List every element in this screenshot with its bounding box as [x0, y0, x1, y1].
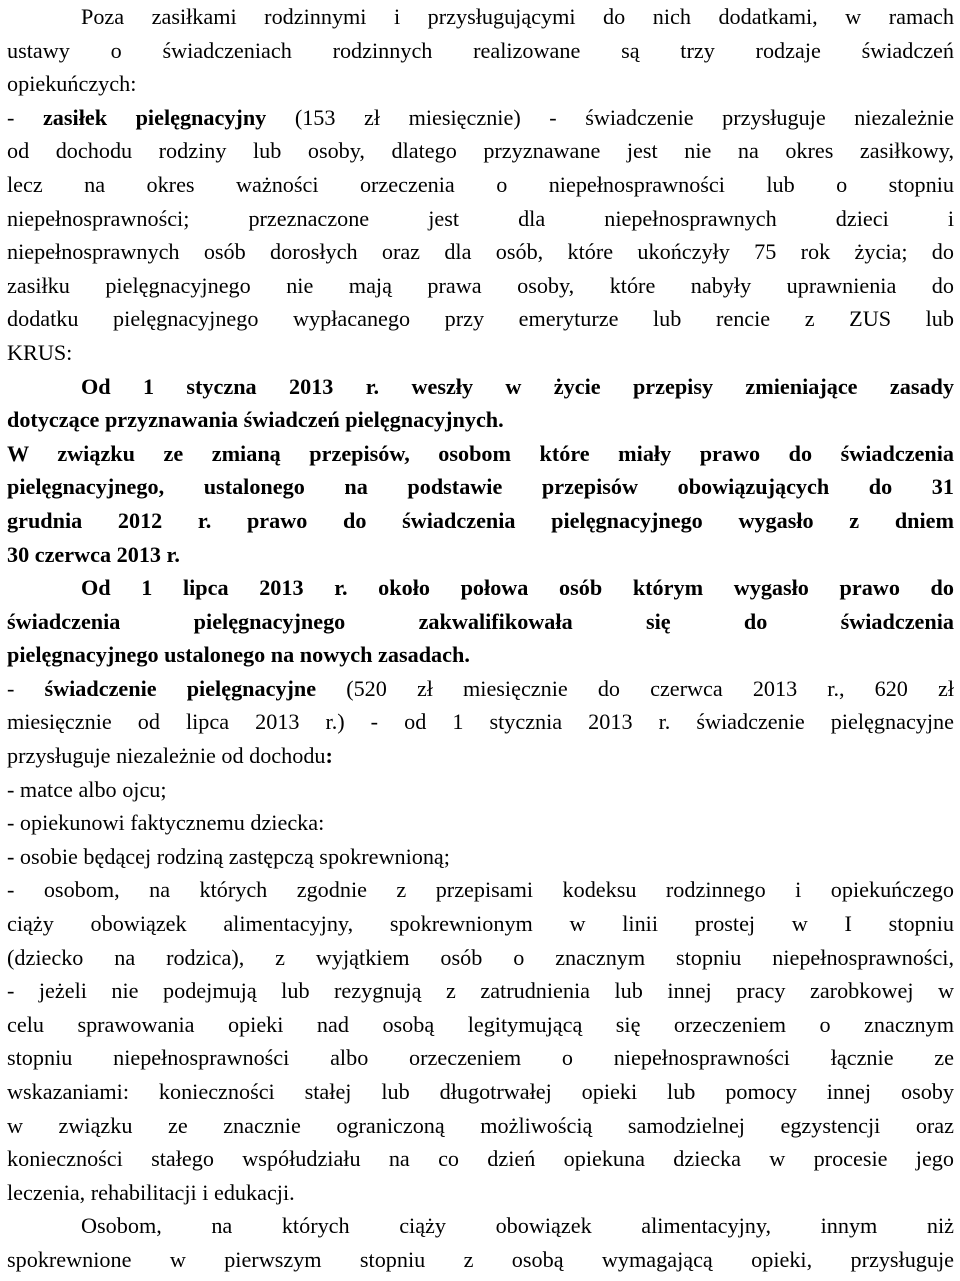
bold-note-2-line-3: grudnia 2012 r. prawo do świadczenia pielęgnacyjnego wygasło z dniem — [7, 507, 954, 533]
list-item-relatives-line-2: ciąży obowiązek alimentacyjny, spokrewnionym w linii prostej w I stopniu — [7, 911, 954, 937]
paragraph-intro-line-1: Poza zasiłkami rodzinnymi i przysługującymi do nich dodatkami, w ramach — [81, 4, 954, 29]
condition-line-2: celu sprawowania opieki nad osobą legitymującą się orzeczeniem o znacznym — [7, 1011, 954, 1037]
bold-note-1-line-2: dotyczące przyznawania świadczeń pielęgnacyjnych. — [7, 407, 504, 433]
condition-line-7: leczenia, rehabilitacji i edukacji. — [7, 1179, 295, 1205]
bold-note-2-line-1: W związku ze zmianą przepisów, osobom które miały prawo do świadczenia — [7, 440, 954, 466]
condition-line-6: konieczności stałego współudziału na co dzień opiekuna dziecka w procesie jego — [7, 1146, 954, 1172]
list-item-relatives-line-1: - osobom, na których zgodnie z przepisami kodeksu rodzinnego i opiekuńczego — [7, 877, 954, 903]
condition-line-4: wskazaniami: konieczności stałej lub długotrwałej opieki lub pomocy innej osoby — [7, 1079, 954, 1104]
allowance-item-line-7: dodatku pielęgnacyjnego wypłacanego przy emeryturze lub rencie z ZUS lub — [7, 306, 954, 332]
list-item-relatives-line-3: (dziecko na rodzica), z wyjątkiem osób o znacznym stopniu niepełnosprawności, — [7, 944, 954, 970]
list-item-mother-father: - matce albo ojcu; — [7, 776, 167, 802]
bold-note-3-line-1: Od 1 lipca 2013 r. około połowa osób którym wygasło prawo do — [81, 575, 954, 601]
condition-line-3: stopniu niepełnosprawności albo orzeczeniem o niepełnosprawności łącznie ze — [7, 1045, 954, 1071]
bold-note-2-line-2: pielęgnacyjnego, ustalonego na podstawie przepisów obowiązujących do 31 — [7, 474, 954, 500]
final-paragraph-line-1: Osobom, na których ciąży obowiązek alimentacyjny, innym niż — [81, 1213, 954, 1239]
list-item-foster-family: - osobie będącej rodziną zastępczą spokrewnioną; — [7, 843, 450, 869]
condition-line-1: - jeżeli nie podejmują lub rezygnują z zatrudnienia lub innej pracy zarobkowej w — [7, 978, 954, 1004]
care-benefit-term: świadczenie pielęgnacyjne — [44, 675, 317, 701]
allowance-item-line-4: niepełnosprawności; przeznaczone jest dla niepełnosprawnych dzieci i — [7, 205, 954, 231]
bold-note-3-line-2: świadczenia pielęgnacyjnego zakwalifikowała się do świadczenia — [7, 608, 954, 634]
allowance-item-line-6: zasiłku pielęgnacyjnego nie mają prawa osoby, które nabyły uprawnienia do — [7, 272, 954, 298]
bold-note-1-line-1: Od 1 styczna 2013 r. weszły w życie przepisy zmieniające zasady — [81, 373, 954, 399]
bold-note-2-line-4: 30 czerwca 2013 r. — [7, 541, 180, 567]
allowance-item-line-3: lecz na okres ważności orzeczenia o niepełnosprawności lub o stopniu — [7, 171, 954, 197]
bold-note-3-line-3: pielęgnacyjnego ustalonego na nowych zasadach. — [7, 642, 470, 668]
care-benefit-line-2: miesięcznie od lipca 2013 r.) - od 1 stycznia 2013 r. świadczenie pielęgnacyjne — [7, 709, 954, 735]
care-benefit-line-1: - świadczenie pielęgnacyjne (520 zł miesięcznie do czerwca 2013 r., 620 zł — [7, 675, 954, 701]
allowance-item-line-8: KRUS: — [7, 339, 73, 365]
allowance-item-line-1: - zasiłek pielęgnacyjny (153 zł miesięcznie) - świadczenie przysługuje niezależnie — [7, 104, 955, 130]
care-benefit-line-3: przysługuje niezależnie od dochodu: — [7, 743, 333, 769]
list-item-guardian: - opiekunowi faktycznemu dziecka: — [7, 810, 325, 836]
condition-line-5: w związku ze znacznie ograniczoną możliwością samodzielnej egzystencji oraz — [7, 1112, 954, 1138]
allowance-item-line-2: od dochodu rodziny lub osoby, dlatego przyznawane jest nie na okres zasiłkowy, — [7, 138, 954, 164]
paragraph-intro-line-2: ustawy o świadczeniach rodzinnych realizowane są trzy rodzaje świadczeń — [7, 37, 954, 63]
allowance-item-line-5: niepełnosprawnych osób dorosłych oraz dla osób, które ukończyły 75 rok życia; do — [7, 239, 954, 265]
allowance-term: zasiłek pielęgnacyjny — [42, 104, 267, 130]
paragraph-intro-line-3: opiekuńczych: — [7, 71, 137, 97]
final-paragraph-line-2: spokrewnione w pierwszym stopniu z osobą wymagającą opieki, przysługuje — [7, 1246, 954, 1272]
